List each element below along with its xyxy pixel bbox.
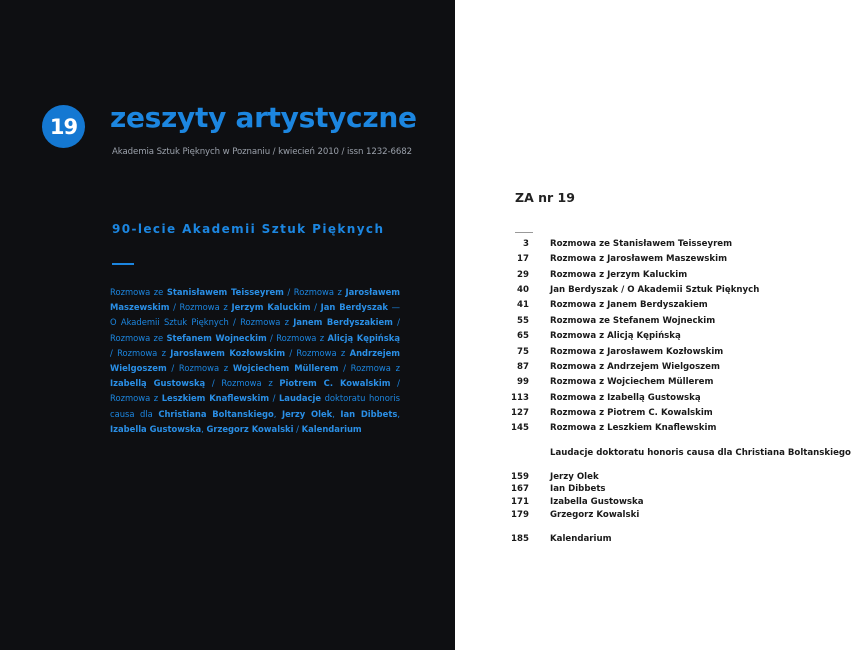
toc-entry-title: Rozmowa z Jerzym Kaluckim <box>550 270 688 280</box>
toc-entry-title: Rozmowa z Jarosławem Kozłowskim <box>550 347 724 357</box>
toc-entry <box>455 331 851 345</box>
toc-entry-title: Izabella Gustowska <box>550 497 644 507</box>
toc-entry <box>455 534 851 548</box>
contents-name: Janem Berdyszakiem <box>293 317 393 328</box>
toc-page-number: 29 <box>517 270 529 280</box>
contents-text: / <box>310 302 321 313</box>
toc-heading: ZA nr 19 <box>515 190 575 205</box>
toc-entry-title: Kalendarium <box>550 534 612 544</box>
cover-contents-paragraph <box>110 285 400 437</box>
contents-text: / Rozmowa z <box>169 302 232 313</box>
toc-entry <box>455 393 851 407</box>
toc-page-number: 75 <box>517 347 529 357</box>
contents-text: , <box>273 408 282 419</box>
toc-entry <box>455 254 851 268</box>
contents-text: doktoratu honoris causa dla <box>110 393 400 419</box>
contents-text: / <box>293 423 302 434</box>
toc-entry-title: Rozmowa z Janem Berdyszakiem <box>550 300 708 310</box>
toc-entry-title: Rozmowa z Wojciechem Müllerem <box>550 377 714 387</box>
toc-entry-title: Grzegorz Kowalski <box>550 510 640 520</box>
contents-text: / Rozmowa z <box>338 363 400 374</box>
contents-name: Laudacje <box>278 393 322 404</box>
contents-name: Izabellą Gustowską <box>110 378 206 389</box>
toc-entry <box>455 423 851 437</box>
contents-text: , <box>397 408 401 419</box>
contents-text: — O Akademii Sztuk Pięknych / Rozmowa z <box>110 302 400 328</box>
toc-page-number: 113 <box>511 393 529 403</box>
contents-name: Izabella Gustowska <box>110 423 202 434</box>
contents-text: Rozmowa ze <box>110 287 167 297</box>
toc-page-number: 3 <box>523 239 529 249</box>
contents-name: Alicją Kępińską <box>327 332 400 343</box>
toc-entry <box>455 448 851 462</box>
toc-entry-title: Rozmowa ze Stanisławem Teisseyrem <box>550 239 733 249</box>
toc-entry <box>455 510 851 524</box>
toc-entry <box>455 347 851 361</box>
toc-entry-title: Rozmowa z Piotrem C. Kowalskim <box>550 408 713 418</box>
toc-entry-title: Rozmowa z Izabellą Gustowską <box>550 393 701 403</box>
toc-entry-title: Ian Dibbets <box>550 484 606 494</box>
contents-text: / Rozmowa z <box>205 378 280 389</box>
contents-name: Wojciechem Müllerem <box>232 363 339 374</box>
toc-page-number: 55 <box>517 316 529 326</box>
toc-entry <box>455 316 851 330</box>
toc-entry-title: Rozmowa z Jarosławem Maszewskim <box>550 254 728 264</box>
toc-page-number: 167 <box>511 484 529 494</box>
toc-entry <box>455 239 851 253</box>
toc-entry <box>455 377 851 391</box>
contents-text: / Rozmowa z <box>166 363 233 374</box>
contents-text: / Rozmowa z <box>285 347 350 358</box>
toc-entry <box>455 285 851 299</box>
toc-page-number: 179 <box>511 510 529 520</box>
divider <box>112 263 134 265</box>
contents-text: / Rozmowa ze <box>110 317 401 343</box>
toc-page-number: 41 <box>517 300 529 310</box>
divider <box>515 232 533 233</box>
toc-entry <box>455 300 851 314</box>
toc-entry-title: Rozmowa z Alicją Kępińską <box>550 331 681 341</box>
contents-text: / Rozmowa z <box>283 287 346 297</box>
contents-name: Kalendarium <box>301 423 362 434</box>
contents-name: Jarosławem Maszewskim <box>110 287 400 313</box>
contents-name: Christiana Boltanskiego <box>158 408 274 419</box>
contents-name: Stanisławem Teisseyrem <box>166 287 284 297</box>
toc-entry <box>455 484 851 498</box>
contents-name: Ian Dibbets <box>340 408 398 419</box>
magazine-subtitle: Akademia Sztuk Pięknych w Poznaniu / kwiecień 2010 / issn 1232-6682 <box>112 147 412 157</box>
contents-name: Jerzym Kaluckim <box>231 302 311 313</box>
contents-text: , <box>201 423 207 434</box>
toc-entry <box>455 497 851 511</box>
toc-page-number: 159 <box>511 472 529 482</box>
contents-text: , <box>332 408 341 419</box>
contents-text: / Rozmowa z <box>266 332 328 343</box>
contents-name: Stefanem Wojneckim <box>166 332 267 343</box>
toc-page-number: 65 <box>517 331 529 341</box>
contents-text: / Rozmowa z <box>110 378 400 404</box>
contents-name: Jarosławem Kozłowskim <box>170 347 286 358</box>
toc-page-number: 145 <box>511 423 529 433</box>
toc-page-number: 127 <box>511 408 529 418</box>
contents-name: Jan Berdyszak <box>320 302 388 313</box>
toc-entry <box>455 408 851 422</box>
toc-page-number: 40 <box>517 285 529 295</box>
contents-text: / <box>269 393 279 404</box>
toc-entry <box>455 270 851 284</box>
toc-page-number: 17 <box>517 254 529 264</box>
contents-name: Grzegorz Kowalski <box>206 423 294 434</box>
toc-entry-title: Jerzy Olek <box>550 472 599 482</box>
contents-name: Leszkiem Knaflewskim <box>161 393 270 404</box>
toc-page-number: 185 <box>511 534 529 544</box>
table-of-contents-page <box>455 0 851 650</box>
issue-theme-title: 90-lecie Akademii Sztuk Pięknych <box>112 222 385 236</box>
toc-entry-title: Rozmowa ze Stefanem Wojneckim <box>550 316 716 326</box>
toc-entry-title: Rozmowa z Leszkiem Knaflewskim <box>550 423 717 433</box>
toc-page-number: 87 <box>517 362 529 372</box>
contents-name: Jerzy Olek <box>281 408 333 419</box>
toc-page-number: 99 <box>517 377 529 387</box>
toc-page-number: 171 <box>511 497 529 507</box>
toc-entry-title: Laudacje doktoratu honoris causa dla Christiana Boltanskiego <box>550 448 851 458</box>
contents-text: / Rozmowa z <box>110 347 171 358</box>
contents-name: Andrzejem Wielgoszem <box>110 347 400 374</box>
toc-entry <box>455 362 851 376</box>
issue-number-badge: 19 <box>42 105 85 148</box>
toc-entry-title: Jan Berdyszak / O Akademii Sztuk Pięknych <box>550 285 760 295</box>
toc-entry-title: Rozmowa z Andrzejem Wielgoszem <box>550 362 720 372</box>
magazine-title: zeszyty artystyczne <box>110 101 417 134</box>
contents-name: Piotrem C. Kowalskim <box>279 378 391 389</box>
